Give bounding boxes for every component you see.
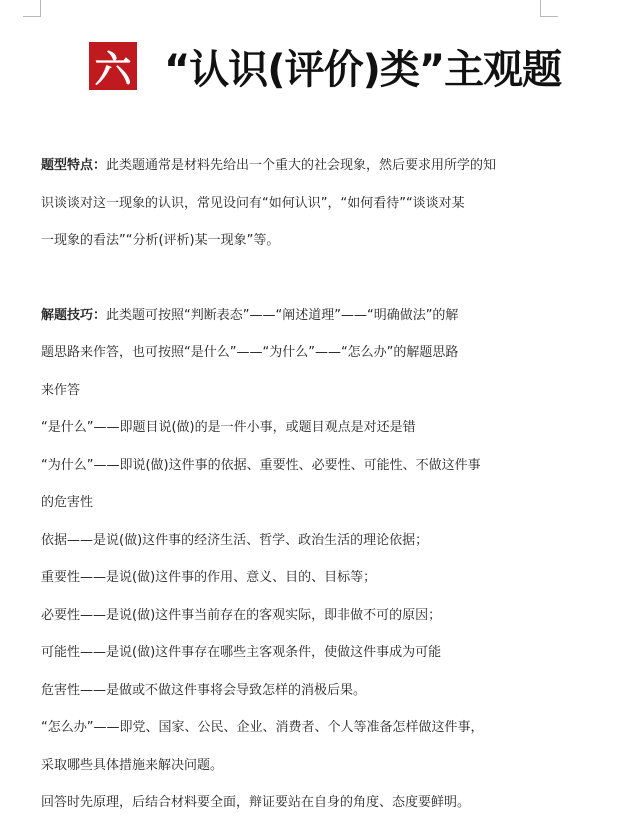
paragraph-line [41,156,496,176]
section-title: “认识(评价)类”主观题 [164,46,562,93]
paragraph-line: “怎么办”——即党、国家、公民、企业、消费者、个人等准备怎样做这件事， [41,720,484,735]
paragraph-line: 必要性——是说(做)这件事当前存在的客观实际，即非做不可的原因； [41,608,442,623]
paragraph-line [41,306,458,326]
crop-mark-top-right [540,16,558,17]
paragraph-text: 此类题可按照“判断表态”——“阐述道理”——“明确做法”的解 [106,308,459,323]
paragraph-line: 的危害性 [41,495,94,510]
paragraph-line: 重要性——是说(做)这件事的作用、意义、目的、目标等； [41,570,377,585]
crop-mark-top-right [540,0,541,17]
paragraph-line: 依据——是说(做)这件事的经济生活、哲学、政治生活的理论依据； [41,533,429,548]
paragraph-text: 此类题通常是材料先给出一个重大的社会现象，然后要求用所学的知 [106,158,497,173]
paragraph-line: “是什么”——即题目说(做)的是一件小事，或题目观点是对还是错 [41,420,416,435]
paragraph-line: 采取哪些具体措施来解决问题。 [41,758,224,773]
paragraph-line: 回答时先原理，后结合材料要全面，辩证要站在自身的角度、态度要鲜明。 [41,795,471,810]
crop-mark-top-left [23,16,41,17]
paragraph-line: “为什么”——即说(做)这件事的依据、重要性、必要性、可能性、不做这件事 [41,458,481,473]
paragraph-line: 识谈谈对这一现象的认识，常见设问有“如何认识”，“如何看待”“谈谈对某 [41,196,465,211]
paragraph-line: 一现象的看法”“分析(评析)某一现象”等。 [41,233,280,248]
section-number-badge: 六 [89,42,137,90]
section-heading [89,42,562,93]
paragraph-line: 来作答 [41,383,81,398]
question-feature-label: 题型特点： [41,158,107,173]
solving-skill-label: 解题技巧： [41,308,107,323]
paragraph-line: 题思路来作答，也可按照“是什么”——“为什么”——“怎么办”的解题思路 [41,345,459,360]
crop-mark-top-left [40,0,41,17]
paragraph-line: 危害性——是做或不做这件事将会导致怎样的消极后果。 [41,683,367,698]
paragraph-line: 可能性——是说(做)这件事存在哪些主客观条件，使做这件事成为可能 [41,645,442,660]
